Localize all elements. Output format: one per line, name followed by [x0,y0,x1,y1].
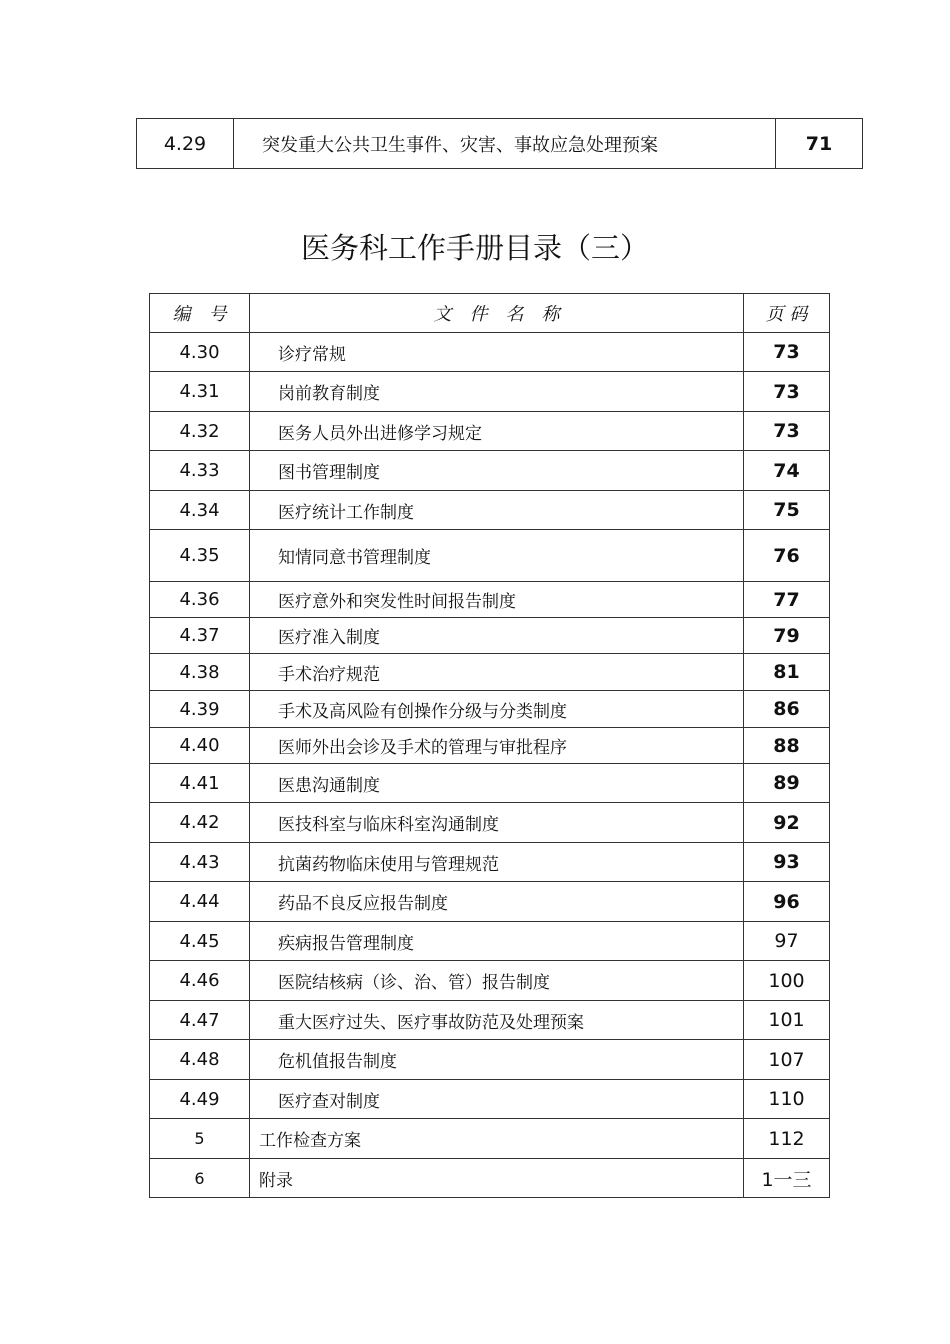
entry-name: 医院结核病（诊、治、管）报告制度 [250,961,744,1001]
entry-name: 医疗查对制度 [250,1080,744,1119]
entry-number: 4.43 [150,843,250,882]
entry-number: 4.32 [150,412,250,451]
entry-page: 101 [744,1001,830,1040]
header-number: 编 号 [150,294,250,333]
entry-number: 4.41 [150,764,250,803]
table-row [150,582,830,618]
entry-name: 危机值报告制度 [250,1040,744,1080]
entry-number: 4.33 [150,451,250,491]
entry-name: 医疗准入制度 [250,618,744,654]
header-page: 页 码 [744,294,830,333]
table-row [150,1159,830,1198]
table-row [150,1080,830,1119]
toc-table [149,293,830,1198]
entry-page: 81 [744,654,830,691]
entry-name: 突发重大公共卫生事件、灾害、事故应急处理预案 [234,119,776,169]
entry-page: 100 [744,961,830,1001]
entry-number: 4.36 [150,582,250,618]
entry-name: 图书管理制度 [250,451,744,491]
table-row [150,1119,830,1159]
entry-page: 79 [744,618,830,654]
entry-number: 4.49 [150,1080,250,1119]
previous-entry-table [136,118,863,169]
entry-page: 97 [744,922,830,961]
table-row [150,530,830,582]
entry-page: 93 [744,843,830,882]
table-row [150,1001,830,1040]
entry-name: 诊疗常规 [250,333,744,372]
entry-number: 4.37 [150,618,250,654]
table-row [150,843,830,882]
entry-number: 5 [150,1119,250,1159]
table-row [150,764,830,803]
entry-number: 4.48 [150,1040,250,1080]
entry-page: 96 [744,882,830,922]
table-row [150,728,830,764]
entry-name: 工作检查方案 [250,1119,744,1159]
entry-page: 73 [744,333,830,372]
entry-name: 医技科室与临床科室沟通制度 [250,803,744,843]
entry-name: 疾病报告管理制度 [250,922,744,961]
table-row [150,412,830,451]
entry-number: 4.47 [150,1001,250,1040]
entry-name: 岗前教育制度 [250,372,744,412]
entry-name: 手术治疗规范 [250,654,744,691]
entry-page: 73 [744,412,830,451]
entry-name: 附录 [250,1159,744,1198]
entry-number: 4.34 [150,491,250,530]
entry-name: 医务人员外出进修学习规定 [250,412,744,451]
entry-number: 4.38 [150,654,250,691]
entry-name: 医疗意外和突发性时间报告制度 [250,582,744,618]
entry-page: 92 [744,803,830,843]
entry-name: 抗菌药物临床使用与管理规范 [250,843,744,882]
table-row [150,961,830,1001]
entry-page: 74 [744,451,830,491]
entry-page: 1一三 [744,1159,830,1198]
entry-number: 4.46 [150,961,250,1001]
entry-page: 89 [744,764,830,803]
table-row [150,1040,830,1080]
entry-name: 医师外出会诊及手术的管理与审批程序 [250,728,744,764]
table-row [150,654,830,691]
entry-number: 4.44 [150,882,250,922]
entry-name: 手术及高风险有创操作分级与分类制度 [250,691,744,728]
entry-page: 76 [744,530,830,582]
entry-page: 86 [744,691,830,728]
entry-name: 重大医疗过失、医疗事故防范及处理预案 [250,1001,744,1040]
entry-name: 知情同意书管理制度 [250,530,744,582]
entry-page: 110 [744,1080,830,1119]
entry-number: 4.31 [150,372,250,412]
entry-number: 4.39 [150,691,250,728]
table-row [150,803,830,843]
table-row [150,451,830,491]
table-row [150,491,830,530]
entry-page: 77 [744,582,830,618]
table-row [137,119,863,169]
header-name: 文 件 名 称 [250,294,744,333]
entry-number: 4.40 [150,728,250,764]
entry-page: 88 [744,728,830,764]
entry-number: 4.42 [150,803,250,843]
table-row [150,372,830,412]
table-row [150,882,830,922]
entry-name: 医疗统计工作制度 [250,491,744,530]
entry-name: 医患沟通制度 [250,764,744,803]
table-row [150,691,830,728]
entry-number: 4.35 [150,530,250,582]
table-row [150,333,830,372]
entry-page: 73 [744,372,830,412]
table-header-row [150,294,830,333]
entry-number: 6 [150,1159,250,1198]
entry-page: 107 [744,1040,830,1080]
entry-number: 4.29 [137,119,234,169]
entry-number: 4.45 [150,922,250,961]
entry-name: 药品不良反应报告制度 [250,882,744,922]
table-row [150,618,830,654]
table-row [150,922,830,961]
entry-page: 71 [776,119,863,169]
entry-page: 112 [744,1119,830,1159]
entry-number: 4.30 [150,333,250,372]
entry-page: 75 [744,491,830,530]
page-title: 医务科工作手册目录（三） [300,231,649,265]
